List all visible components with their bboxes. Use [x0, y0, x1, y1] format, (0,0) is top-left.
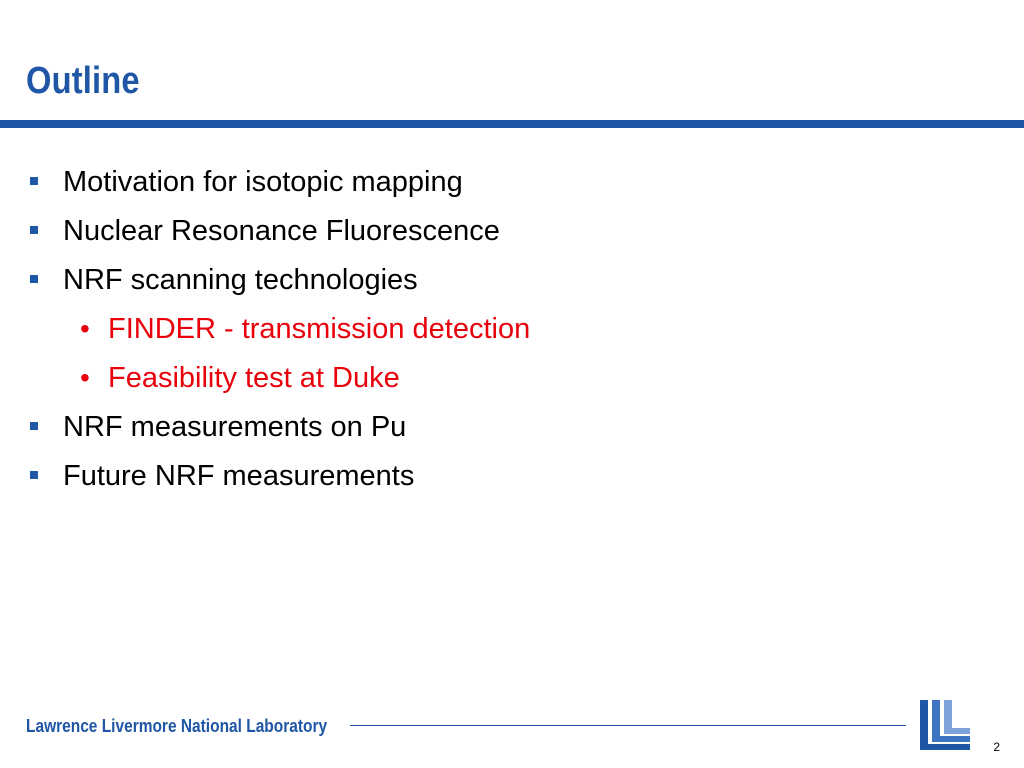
square-bullet-icon — [30, 275, 38, 283]
square-bullet-icon — [30, 422, 38, 430]
bullet-item — [0, 160, 1024, 209]
sub-bullet-item — [0, 356, 1024, 405]
bullet-item — [0, 454, 1024, 503]
bullet-text: Nuclear Resonance Fluorescence — [63, 215, 500, 247]
llnl-logo-icon — [918, 698, 974, 752]
square-bullet-icon — [30, 471, 38, 479]
bullet-text: Motivation for isotopic mapping — [63, 166, 463, 198]
bullet-text: NRF measurements on Pu — [63, 411, 407, 443]
slide-title: Outline — [26, 60, 140, 102]
bullet-item — [0, 209, 1024, 258]
bullet-item — [0, 405, 1024, 454]
title-divider — [0, 120, 1024, 128]
footer-divider — [350, 725, 906, 726]
bullet-list — [0, 160, 1024, 503]
bullet-text: Future NRF measurements — [63, 460, 415, 492]
footer-organization: Lawrence Livermore National Laboratory — [26, 716, 328, 736]
dot-bullet-icon: • — [80, 313, 90, 344]
square-bullet-icon — [30, 226, 38, 234]
square-bullet-icon — [30, 177, 38, 185]
sub-bullet-text: FINDER - transmission detection — [108, 313, 531, 345]
bullet-text: NRF scanning technologies — [63, 264, 418, 296]
sub-bullet-text: Feasibility test at Duke — [108, 362, 400, 394]
page-number: 2 — [993, 740, 1000, 754]
sub-bullet-item — [0, 307, 1024, 356]
dot-bullet-icon: • — [80, 362, 90, 393]
bullet-item — [0, 258, 1024, 307]
